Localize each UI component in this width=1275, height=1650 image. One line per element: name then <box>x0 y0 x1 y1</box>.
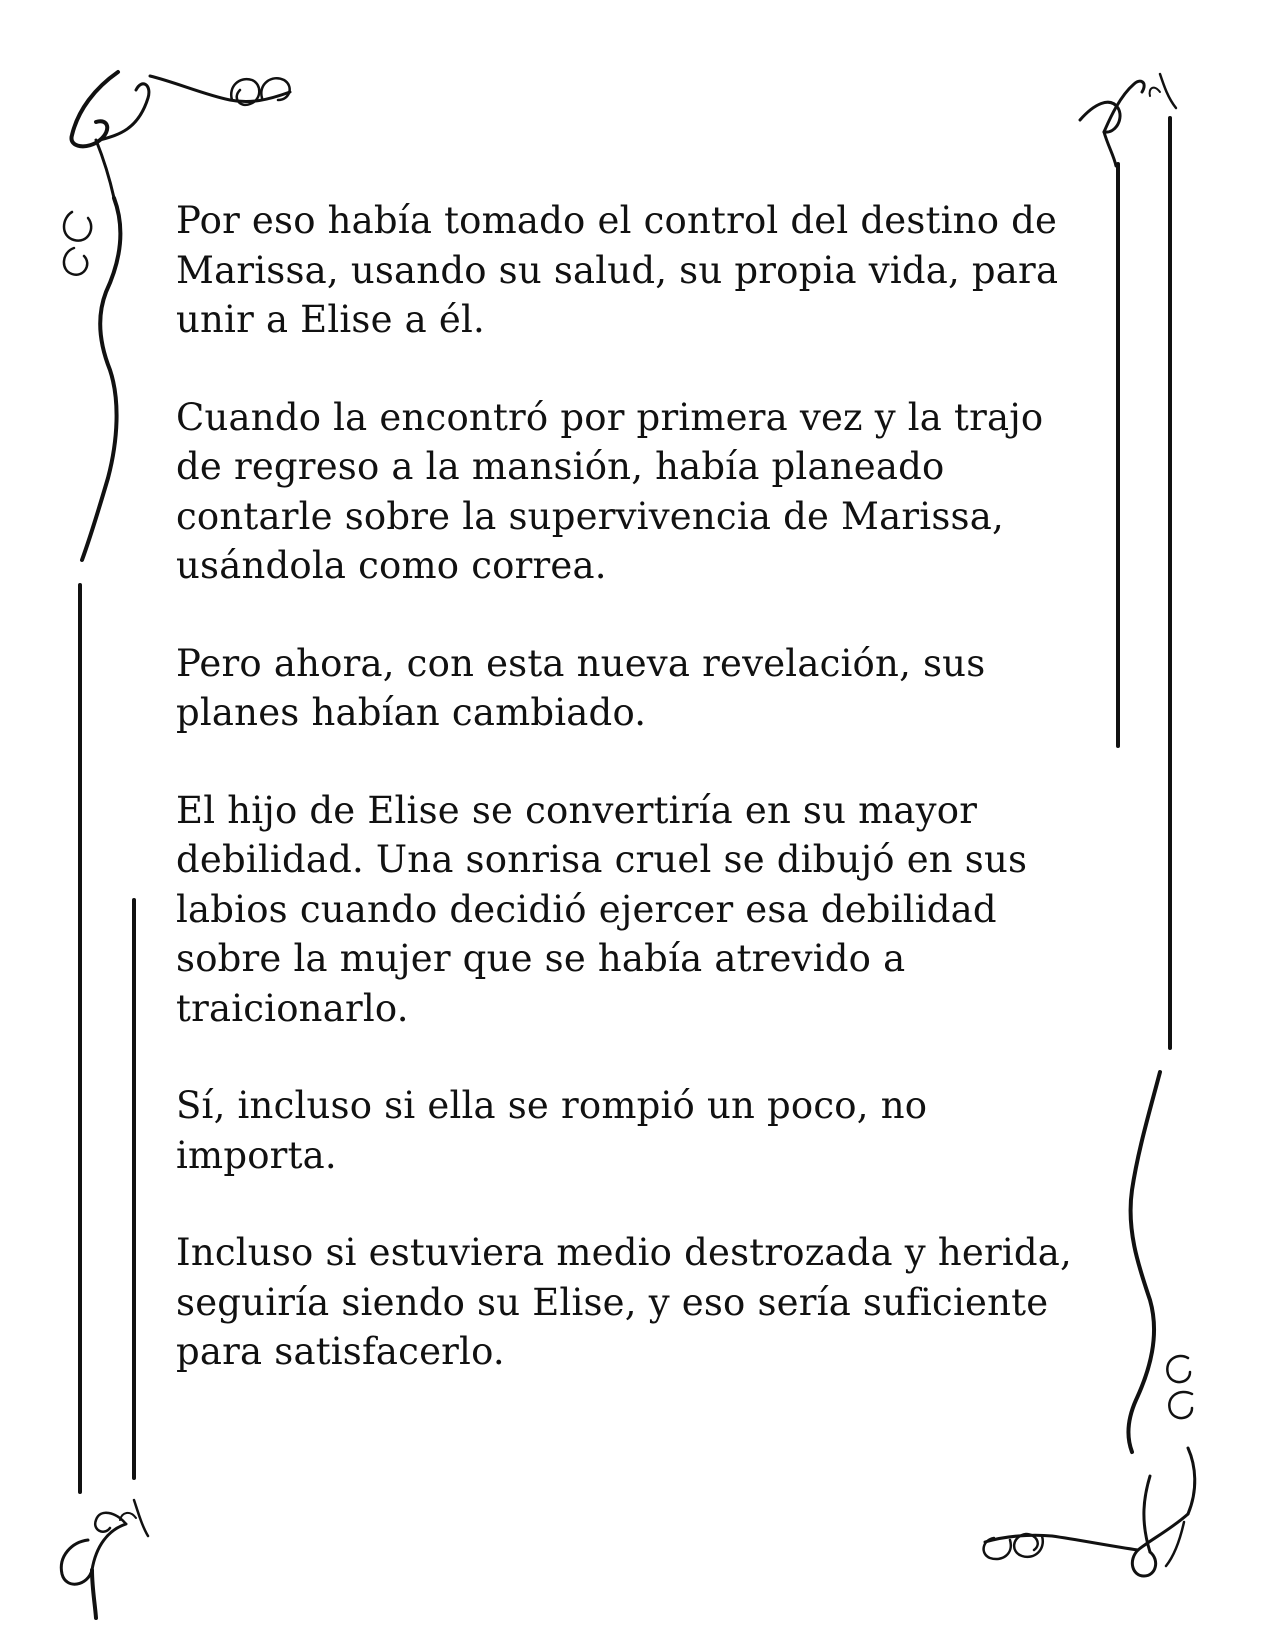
text-line: para satisfacerlo. <box>176 1330 505 1373</box>
text-line: labios cuando decidió ejercer esa debilidad <box>176 887 997 931</box>
paragraph <box>176 1228 1096 1377</box>
text-line: seguiría siendo su Elise, y eso sería suficiente <box>176 1280 1049 1324</box>
text-line: usándola como correa. <box>176 544 607 587</box>
text-line: debilidad. Una sonrisa cruel se dibujó en sus <box>176 838 1028 881</box>
text-line: planes habían cambiado. <box>176 691 647 734</box>
paragraph <box>176 393 1096 591</box>
text-line: unir a Elise a él. <box>176 298 485 341</box>
paragraph <box>176 1081 1096 1180</box>
text-line: Pero ahora, con esta nueva revelación, sus <box>176 641 986 685</box>
text-line: contarle sobre la supervivencia de Marissa, <box>176 494 1004 538</box>
body-text <box>176 196 1096 1425</box>
text-line: de regreso a la mansión, había planeado <box>176 445 945 488</box>
paragraph <box>176 196 1096 345</box>
text-line: Sí, incluso si ella se rompió un poco, no <box>176 1084 928 1127</box>
paragraph <box>176 786 1096 1034</box>
text-line: traicionarlo. <box>176 986 409 1030</box>
text-line: Incluso si estuviera medio destrozada y herida, <box>176 1231 1072 1274</box>
text-line: El hijo de Elise se convertiría en su mayor <box>176 788 978 832</box>
text-line: Por eso había tomado el control del destino de <box>176 199 1058 242</box>
text-line: importa. <box>176 1133 337 1177</box>
text-line: Cuando la encontró por primera vez y la trajo <box>176 395 1044 439</box>
bottom-left-flourish-icon <box>61 1500 148 1618</box>
text-line: sobre la mujer que se había atrevido a <box>176 937 906 980</box>
paragraph <box>176 639 1096 738</box>
text-line: Marissa, usando su salud, su propia vida, para <box>176 248 1059 292</box>
